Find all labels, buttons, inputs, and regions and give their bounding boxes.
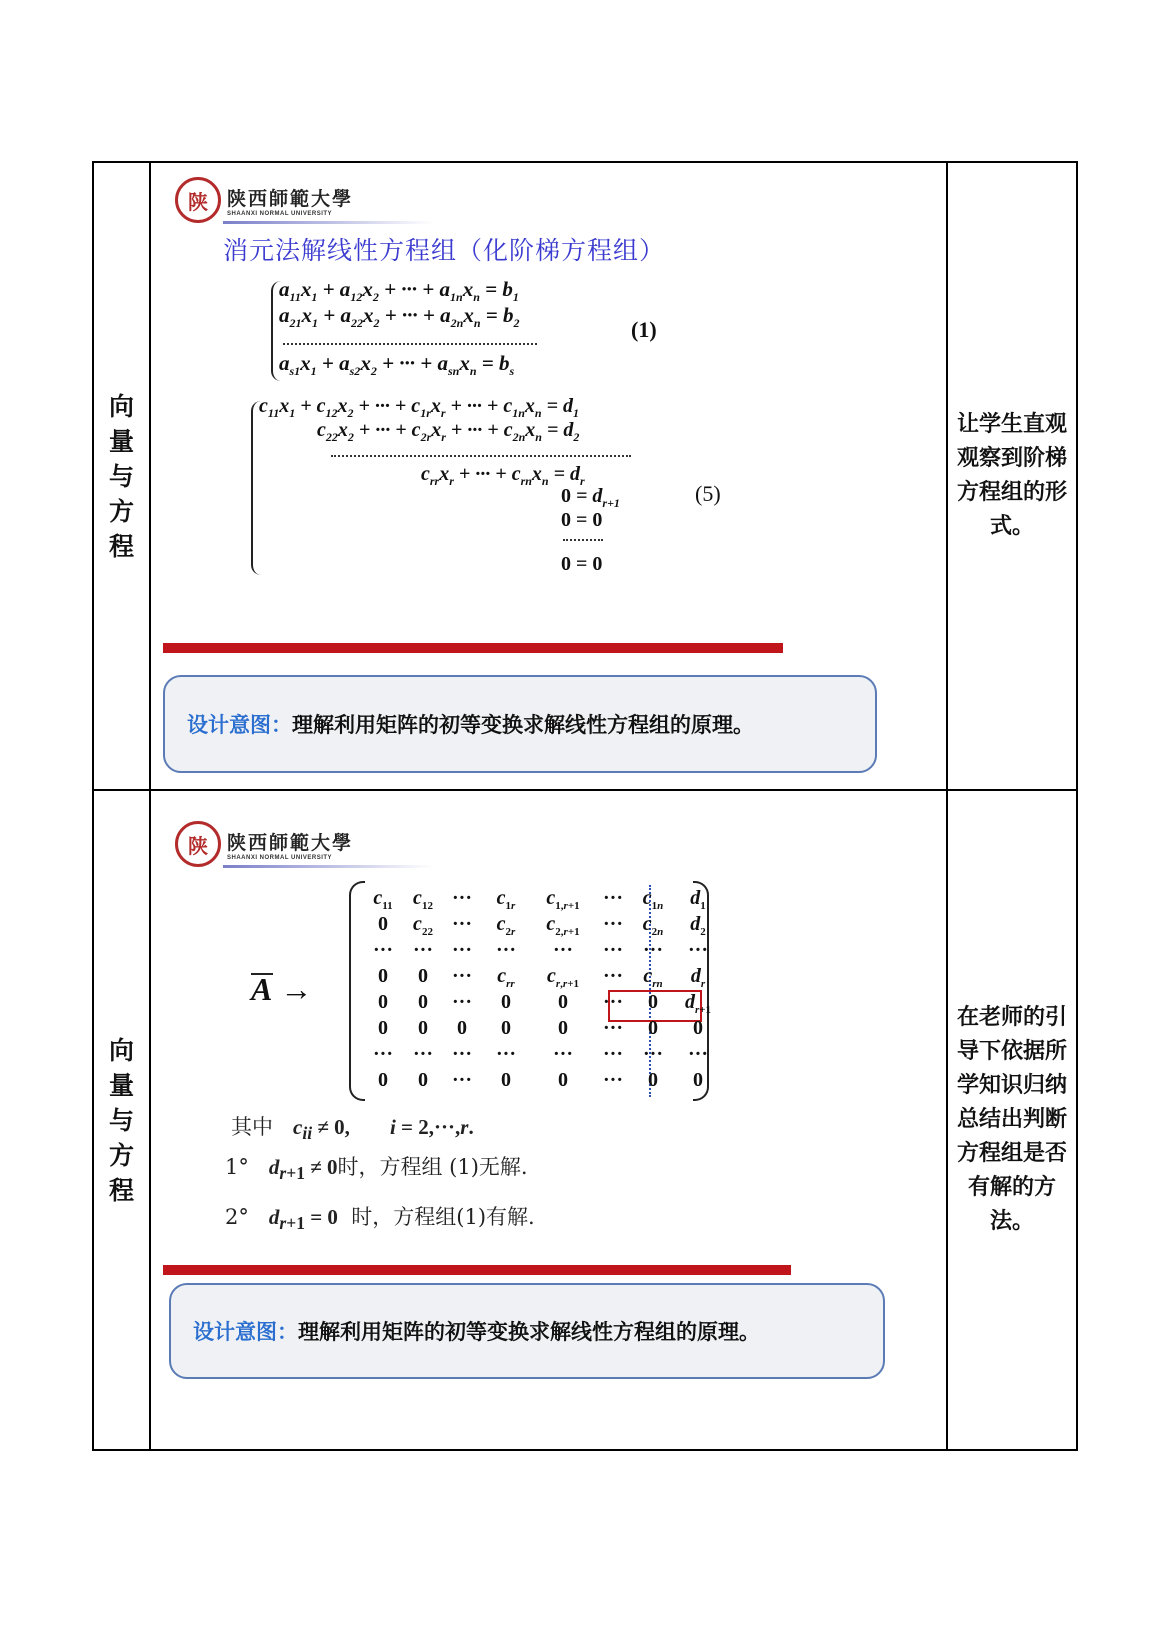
university-name-en: SHAANXI NORMAL UNIVERSITY [227,210,333,217]
lesson-table [92,161,1078,1451]
university-name: 陕西師範大學 [227,187,354,210]
condition-where: 其中 $c_{ii} \ne 0$, i = 2,···,r. [231,1115,474,1144]
slide-cell [150,162,947,790]
system5-eq6: 0 = 0 [561,553,603,575]
design-intent-text: 理解利用矩阵的初等变换求解线性方程组的原理。 [292,713,754,737]
slide-red-bar [163,643,783,653]
augmented-matrix: $c_{11}$ $c_{12}$ ··· $c_{1r}$ $c_{1,r+1}$ ··· $c_{1n}$ $d_1$ 0 $c_{22}$ ··· $c_{2r}$ $c_{2,r+1}$ ··· $c_{2n}$ $d_2$ ··· ··· ··· ··· ··· ··· ··· ··· 0 0 ··· $c_{rr}$ $c_{r,r+1}$ ··· $c_{rn}$ $d_r$ 0 0 ··· 0 0 ··· 0 $d_{r+1}$ 0 0 0 0 0 ··· 0 0 ··· ··· ··· ··· ··· ··· ··· ··· 0 0 ··· 0 0 ··· 0 0 [349,881,709,1101]
note-text: 让学生直观观察到阶梯方程组的形式。 [956,412,1067,539]
section-label: 向 量 与 方 程 [108,391,134,561]
design-intent-text: 理解利用矩阵的初等变换求解线性方程组的原理。 [298,1320,760,1344]
system5-dots [331,455,631,457]
system5-eq4: $0 = d_{r+1}$ [561,485,620,510]
university-seal-icon: 陕 [175,821,221,867]
university-logo [175,177,353,223]
design-intent-box [163,675,877,773]
system5-eq5: 0 = 0 [561,509,603,531]
condition-no-solution: 1° $d_{r+1} \ne 0$时，方程组 (1)无解. [225,1155,528,1184]
condition-has-solution: 2° $d_{r+1} = 0$ 时，方程组(1)有解. [225,1205,535,1234]
system1-eq2: $a_{21}x_1 + a_{22}x_2$ + ··· + $a_{2n}x_n = b_2$ [279,303,520,331]
note-cell [947,162,1077,790]
logo-underline [223,865,433,868]
system1-eq1: $a_{11}x_1 + a_{12}x_2$ + ··· + $a_{1n}x_n = b_1$ [279,277,519,305]
note-text: 在老师的引导下依据所学知识归纳总结出判断方程组是否有解的方法。 [956,1005,1067,1234]
augmented-matrix-symbol: A → [251,971,313,1007]
system1-number: (1) [631,317,657,342]
slide-title: 消元法解线性方程组（化阶梯方程组） [223,236,666,265]
system5-number: (5) [695,481,721,506]
design-intent-label: 设计意图： [193,1320,298,1344]
table-row [93,790,1077,1450]
slide-cell [150,790,947,1450]
design-intent-label: 设计意图： [187,713,292,737]
system1-eq3: $a_{s1}x_1 + a_{s2}x_2$ + ··· + $a_{sn}x_n = b_s$ [279,351,515,379]
section-label: 向 量 与 方 程 [108,1035,134,1205]
university-name: 陕西師範大學 [227,831,354,854]
university-seal-icon: 陕 [175,177,221,223]
university-name-en: SHAANXI NORMAL UNIVERSITY [227,854,333,861]
note-cell [947,790,1077,1450]
logo-underline [223,221,433,224]
university-logo [175,821,353,867]
slide-red-bar [163,1265,791,1275]
system1-dots [283,343,537,345]
section-label-cell [93,790,150,1450]
system5-brace [251,401,263,575]
system5-eq2: $c_{22}x_2$ + ··· + $c_{2r}x_r$ + ··· + $c_{2n}x_n = d_2$ [317,419,580,444]
section-label-cell [93,162,150,790]
table-row [93,162,1077,790]
system5-eq3: $c_{rr}x_r$ + ··· + $c_{rn}x_n = d_r$ [421,463,585,488]
system5-eq1: $c_{11}x_1 + c_{12}x_2$ + ··· + $c_{1r}x_r$ + ··· + $c_{1n}x_n = d_1$ [259,395,579,420]
system5-dots2 [563,539,603,541]
design-intent-box [169,1283,885,1379]
